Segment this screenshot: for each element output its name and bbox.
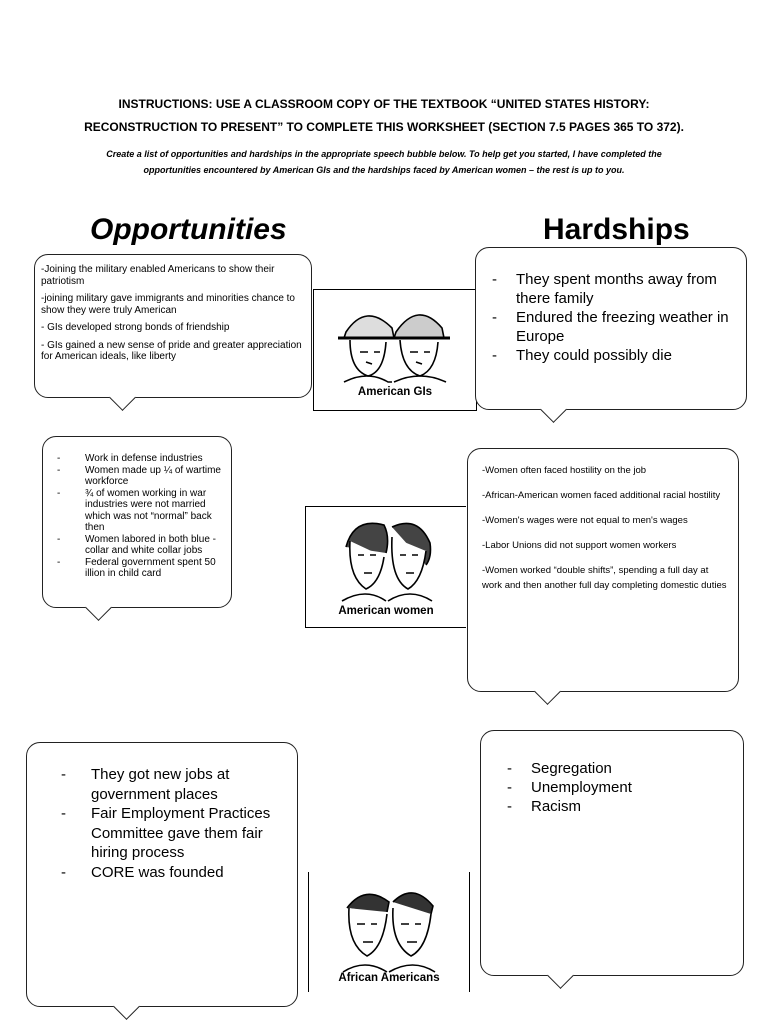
- list-item: - ¾ of women working in war industries were not married which was not “normal” back then: [51, 488, 223, 534]
- list-item: - Racism: [501, 797, 733, 816]
- list-item: - They got new jobs at government places: [55, 765, 287, 804]
- gi-hardships-list: [486, 270, 736, 365]
- instructions: [60, 93, 708, 139]
- hardships-heading: Hardships: [543, 213, 690, 246]
- bubble-tail: [113, 993, 140, 1020]
- gi-opportunities-list: [41, 264, 305, 363]
- list-item: -Labor Unions did not support women workers: [482, 540, 677, 551]
- gi-hardships-bubble: [475, 247, 747, 410]
- list-item: -Joining the military enabled Americans to show their patriotism: [41, 264, 275, 287]
- african-americans-picture: [308, 872, 470, 992]
- list-item: - Endured the freezing weather in Europe: [486, 308, 736, 346]
- bubble-tail: [534, 678, 561, 705]
- bubble-tail: [85, 594, 112, 621]
- african-americans-caption: African Americans: [338, 972, 440, 984]
- women-hardships-list: [482, 463, 730, 593]
- instructions-line-1: INSTRUCTIONS: USE A CLASSROOM COPY OF THE TEXTBOOK “UNITED STATES HISTORY:: [118, 97, 650, 111]
- women-opportunities-bubble: [42, 436, 232, 608]
- list-item: -joining military gave immigrants and minorities chance to show they were truly American: [41, 293, 295, 316]
- bubble-tail: [547, 962, 574, 989]
- american-gis-picture: [313, 289, 477, 411]
- american-women-caption: American women: [338, 605, 434, 617]
- women-hardships-bubble: [467, 448, 739, 692]
- gi-opportunities-bubble: [34, 254, 312, 398]
- opportunities-heading: Opportunities: [90, 213, 287, 246]
- list-item: - GIs gained a new sense of pride and greater appreciation for American ideals, like liberty: [41, 339, 302, 362]
- list-item: - Fair Employment Practices Committee gave them fair hiring process: [55, 804, 287, 863]
- list-item: - Segregation: [501, 759, 733, 778]
- list-item: -African-American women faced additional racial hostility: [482, 490, 721, 501]
- list-item: - They could possibly die: [486, 346, 736, 365]
- bubble-tail: [540, 396, 567, 423]
- list-item: - GIs developed strong bonds of friendship: [41, 322, 230, 333]
- women-opportunities-list: [51, 453, 223, 580]
- instructions-line-2: RECONSTRUCTION TO PRESENT” TO COMPLETE THIS WORKSHEET (SECTION 7.5 PAGES 365 TO 372).: [84, 120, 684, 134]
- list-item: -Women's wages were not equal to men's wages: [482, 515, 688, 526]
- african-americans-opportunities-list: [55, 765, 287, 882]
- list-item: -Women often faced hostility on the job: [482, 465, 647, 476]
- african-americans-hardships-list: [501, 759, 733, 816]
- instructions-note: Create a list of opportunities and hardships in the appropriate speech bubble below. To help get you started, I have completed the opportunities encountered by American GIs and the hardships faced by American women – the rest is up to you.: [106, 149, 662, 175]
- list-item: - Unemployment: [501, 778, 733, 797]
- list-item: - CORE was founded: [55, 863, 287, 883]
- american-women-picture: [305, 506, 466, 628]
- list-item: - Federal government spent 50 illion in child card: [51, 557, 223, 580]
- list-item: - They spent months away from there family: [486, 270, 736, 308]
- african-americans-opportunities-bubble: [26, 742, 298, 1007]
- african-americans-hardships-bubble: [480, 730, 744, 976]
- list-item: -Women worked “double shifts”, spending a full day at work and then another full day completing domestic duties: [482, 565, 727, 591]
- list-item: - Women made up ¼ of wartime workforce: [51, 465, 223, 488]
- list-item: - Work in defense industries: [51, 453, 223, 465]
- list-item: - Women labored in both blue - collar and white collar jobs: [51, 534, 223, 557]
- bubble-tail: [109, 384, 136, 411]
- american-gis-caption: American GIs: [357, 386, 433, 398]
